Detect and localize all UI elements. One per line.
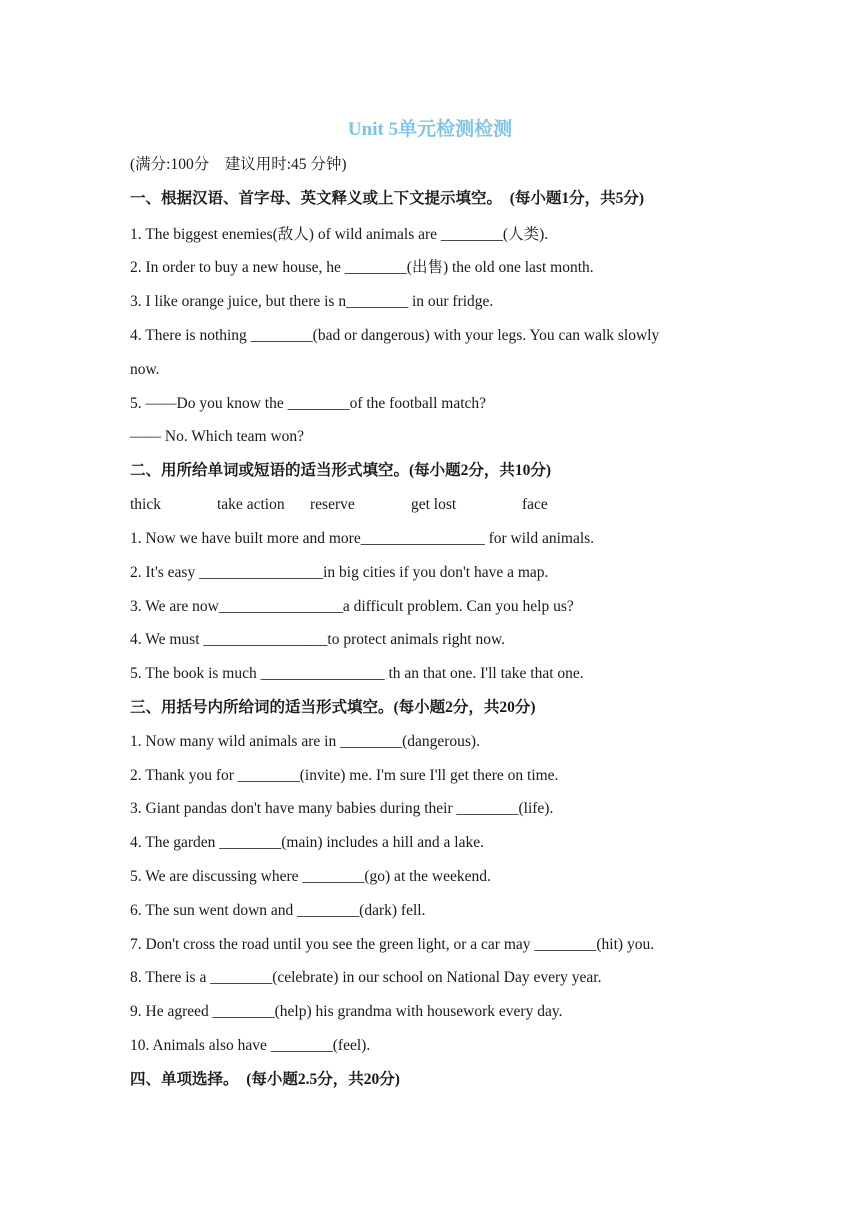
section3-item: 6. The sun went down and ________(dark) fell. <box>130 902 426 919</box>
section4-header <box>130 1070 400 1090</box>
section1-item: 4. There is nothing ________(bad or dangerous) with your legs. You can walk slowly <box>130 327 660 344</box>
word-bank-item: reserve <box>310 496 355 513</box>
page-title: Unit 5单元检测检测 <box>347 119 513 140</box>
section2-item: 2. It's easy ________________in big cities if you don't have a map. <box>130 564 549 581</box>
section3-item: 7. Don't cross the road until you see the green light, or a car may ________(hit) you. <box>130 936 655 953</box>
section3-item: 1. Now many wild animals are in ________(dangerous). <box>130 733 480 750</box>
section2-item: 1. Now we have built more and more________________ for wild animals. <box>130 530 595 547</box>
section3-item: 3. Giant pandas don't have many babies during their ________(life). <box>130 800 554 817</box>
section1-item: 5. ——Do you know the ________of the football match? <box>130 395 487 412</box>
word-bank-item: thick <box>130 496 161 513</box>
section2-item: 5. The book is much ________________ th an that one. I'll take that one. <box>130 665 584 682</box>
section1-item: 3. I like orange juice, but there is n________ in our fridge. <box>130 293 494 310</box>
word-bank-item: face <box>522 496 548 513</box>
section4-heading: 四、单项选择。 <box>130 1071 239 1088</box>
section3-item: 10. Animals also have ________(feel). <box>130 1037 371 1054</box>
section1-header <box>130 189 644 209</box>
section1-item-continuation: now. <box>130 361 160 378</box>
section2-item: 3. We are now________________a difficult problem. Can you help us? <box>130 598 574 615</box>
section2-item: 4. We must ________________to protect animals right now. <box>130 631 506 648</box>
section3-item: 5. We are discussing where ________(go) at the weekend. <box>130 868 491 885</box>
exam-meta: (满分:100分 建议用时:45 分钟) <box>130 156 347 173</box>
section1-score: (每小题1分，共5分) <box>509 190 645 207</box>
section1-heading: 一、根据汉语、首字母、英文释义或上下文提示填空。 <box>130 190 503 207</box>
word-bank-item: take action <box>217 496 285 513</box>
section3-item: 4. The garden ________(main) includes a hill and a lake. <box>130 834 484 851</box>
word-bank-item: get lost <box>411 496 457 513</box>
section1-item: 2. In order to buy a new house, he ________(出售) the old one last month. <box>130 259 594 276</box>
section1-dialog-reply: —— No. Which team won? <box>130 428 305 445</box>
section1-item: 1. The biggest enemies(敌人) of wild animals are ________(人类). <box>130 226 549 243</box>
section3-item: 8. There is a ________(celebrate) in our school on National Day every year. <box>130 969 602 986</box>
section2-heading: 二、用所给单词或短语的适当形式填空。(每小题2分，共10分) <box>130 462 552 479</box>
section3-item: 9. He agreed ________(help) his grandma with housework every day. <box>130 1003 563 1020</box>
section3-item: 2. Thank you for ________(invite) me. I'm sure I'll get there on time. <box>130 767 559 784</box>
section4-score: (每小题2.5分，共20分) <box>246 1071 400 1088</box>
section3-heading: 三、用括号内所给词的适当形式填空。(每小题2分，共20分) <box>130 699 536 716</box>
word-bank <box>130 495 548 515</box>
